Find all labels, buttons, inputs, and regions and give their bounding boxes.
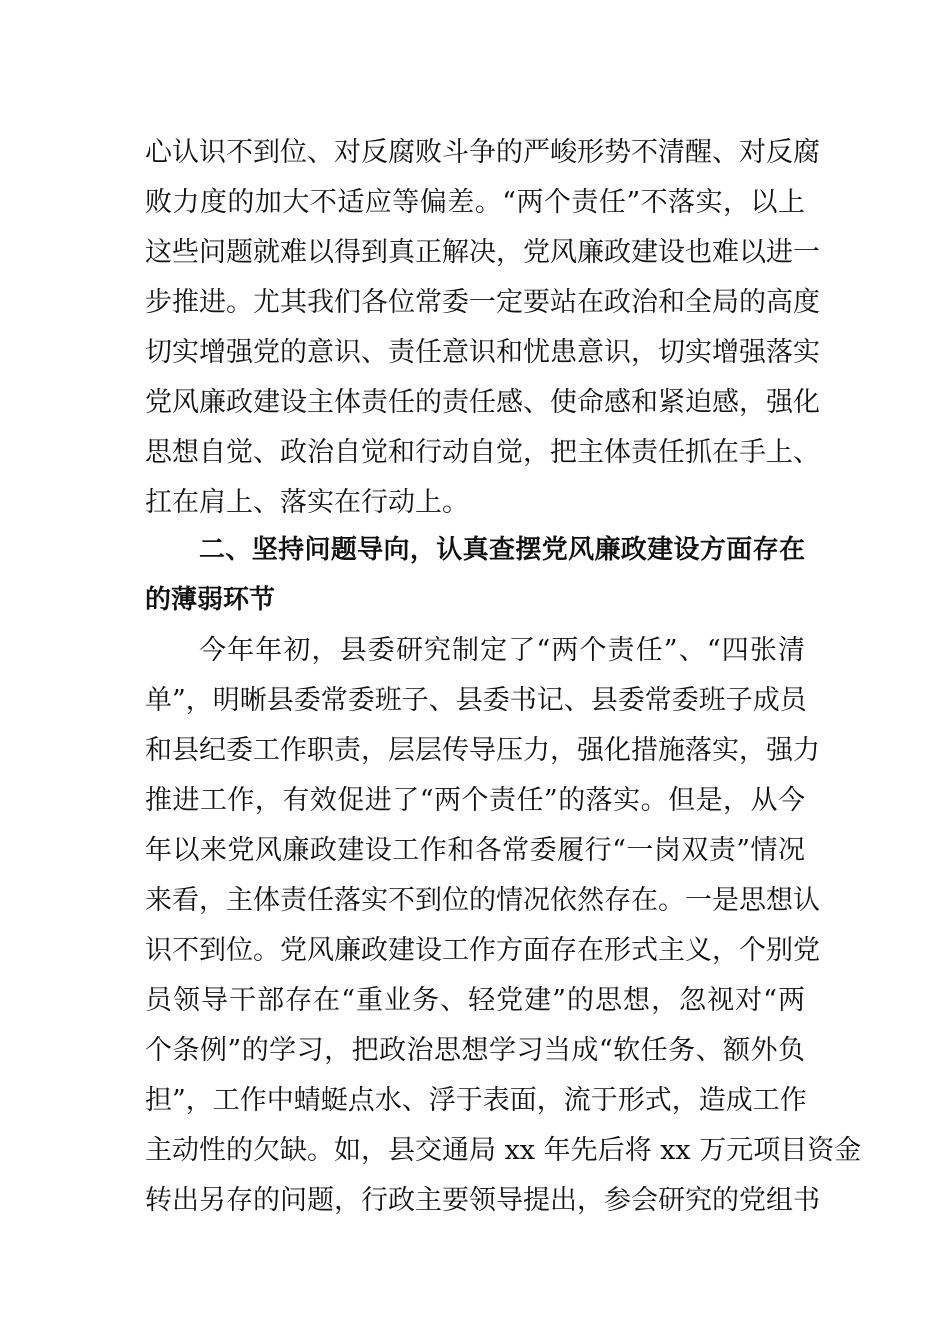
body-text-line: 切实增强党的意识、责任意识和忧患意识，切实增强落实	[145, 337, 820, 368]
body-text-line: 心认识不到位、对反腐败斗争的严峻形势不清醒、对反腐	[145, 137, 820, 168]
body-text-line: 担”，工作中蜻蜓点水、浮于表面，流于形式，造成工作	[145, 1085, 807, 1116]
body-text-line: 今年年初，县委研究制定了“两个责任”、“四张清	[199, 635, 805, 666]
body-text-line: 思想自觉、政治自觉和行动自觉，把主体责任抓在手上、	[145, 437, 820, 468]
body-text-line: 败力度的加大不适应等偏差。“两个责任”不落实，以上	[145, 187, 805, 218]
body-text-line: 转出另存的问题，行政主要领导提出，参会研究的党组书	[145, 1185, 820, 1216]
body-text-line: 来看，主体责任落实不到位的情况依然存在。一是思想认	[145, 885, 820, 916]
body-text-line: 这些问题就难以得到真正解决，党风廉政建设也难以进一	[145, 237, 820, 268]
body-text-line: 主动性的欠缺。如，县交通局 xx 年先后将 xx 万元项目资金	[145, 1135, 862, 1166]
body-text-line: 员领导干部存在“重业务、轻党建”的思想，忽视对“两	[145, 985, 805, 1016]
body-text-line: 步推进。尤其我们各位常委一定要站在政治和全局的高度	[145, 287, 820, 318]
body-text-line: 党风廉政建设主体责任的责任感、使命感和紧迫感，强化	[145, 387, 820, 418]
body-text-line: 扛在肩上、落实在行动上。	[145, 487, 469, 518]
body-text-line: 年以来党风廉政建设工作和各常委履行“一岗双责”情况	[145, 835, 805, 866]
body-text-line: 个条例”的学习，把政治思想学习当成“软任务、额外负	[145, 1035, 805, 1066]
body-text-line: 推进工作，有效促进了“两个责任”的落实。但是，从今	[145, 785, 805, 816]
section-heading: 的薄弱环节	[145, 585, 276, 615]
body-text-line: 单”，明晰县委常委班子、县委书记、县委常委班子成员	[145, 685, 807, 716]
body-text-line: 识不到位。党风廉政建设工作方面存在形式主义，个别党	[145, 935, 820, 966]
section-heading: 二、坚持问题导向，认真查摆党风廉政建设方面存在	[199, 535, 805, 565]
body-text-line: 和县纪委工作职责，层层传导压力，强化措施落实，强力	[145, 735, 820, 766]
